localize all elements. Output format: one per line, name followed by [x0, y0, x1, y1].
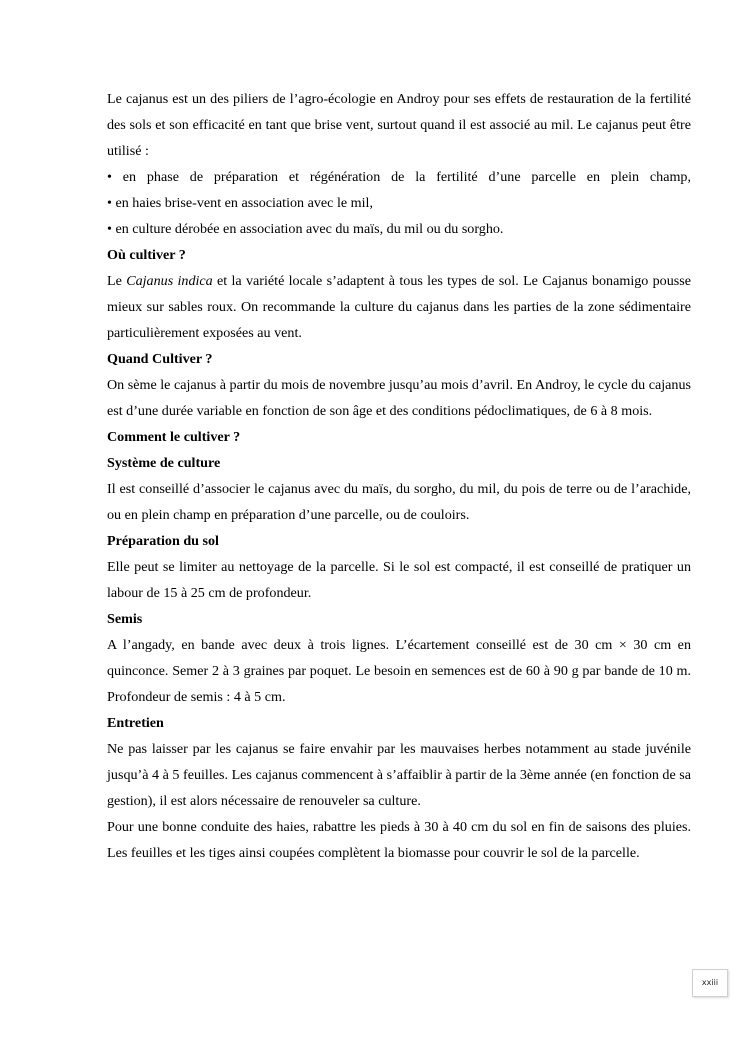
ou-cultiver-paragraph — [107, 268, 691, 346]
intro-bullet-2: • en haies brise-vent en association avec le mil, — [107, 195, 373, 211]
heading-entretien: Entretien — [107, 715, 164, 731]
page-number: xxiii — [692, 969, 728, 997]
heading-quand-cultiver: Quand Cultiver ? — [107, 351, 213, 367]
heading-preparation-sol: Préparation du sol — [107, 533, 219, 549]
entretien-paragraph-2: Pour une bonne conduite des haies, rabattre les pieds à 30 à 40 cm du sol en fin de saisons des pluies. Les feuilles et les tiges ainsi coupées complètent la biomasse pour couvrir le sol de la parcelle. — [107, 819, 691, 861]
heading-semis: Semis — [107, 611, 143, 627]
intro-paragraph: Le cajanus est un des piliers de l’agro-écologie en Androy pour ses effets de restauration de la fertilité des sols et son efficacité en tant que brise vent, surtout quand il est associé au mil. Le cajanus peut être utilisé : — [107, 91, 691, 159]
heading-systeme-culture: Système de culture — [107, 455, 221, 471]
ou-cultiver-text-after: et la variété locale s’adaptent à tous les types de sol. Le Cajanus bonamigo pousse mieux sur sables roux. On recommande la culture du cajanus dans les parties de la zone sédimentaire particulièrement exposées au vent. — [107, 273, 692, 341]
ou-cultiver-text-before: Le — [107, 273, 127, 289]
semis-paragraph: A l’angady, en bande avec deux à trois lignes. L’écartement conseillé est de 30 cm × 30 cm en quinconce. Semer 2 à 3 graines par poquet. Le besoin en semences est de 60 à 90 g par bande de 10 m. Profondeur de semis : 4 à 5 cm. — [107, 637, 691, 705]
heading-comment-cultiver: Comment le cultiver ? — [107, 429, 241, 445]
quand-cultiver-paragraph: On sème le cajanus à partir du mois de novembre jusqu’au mois d’avril. En Androy, le cycle du cajanus est d’une durée variable en fonction de son âge et des conditions pédoclimatiques, de 6 à 8 mois. — [107, 377, 691, 419]
entretien-paragraph-1: Ne pas laisser par les cajanus se faire envahir par les mauvaises herbes notamment au stade juvénile jusqu’à 4 à 5 feuilles. Les cajanus commencent à s’affaiblir à partir de la 3ème année (en fonction de sa gestion), il est alors nécessaire de renouveler sa culture. — [107, 741, 691, 809]
species-name: Cajanus indica — [126, 273, 213, 289]
heading-ou-cultiver: Où cultiver ? — [107, 247, 186, 263]
intro-bullet-3: • en culture dérobée en association avec du maïs, du mil ou du sorgho. — [107, 221, 504, 237]
intro-bullet-1: • en phase de préparation et régénération de la fertilité d’une parcelle en plein champ, — [107, 169, 691, 185]
systeme-culture-paragraph: Il est conseillé d’associer le cajanus avec du maïs, du sorgho, du mil, du pois de terre ou de l’arachide, ou en plein champ en préparation d’une parcelle, ou de couloirs. — [107, 481, 691, 523]
preparation-sol-paragraph: Elle peut se limiter au nettoyage de la parcelle. Si le sol est compacté, il est conseillé de pratiquer un labour de 15 à 25 cm de profondeur. — [107, 559, 691, 601]
document-page — [107, 86, 691, 866]
